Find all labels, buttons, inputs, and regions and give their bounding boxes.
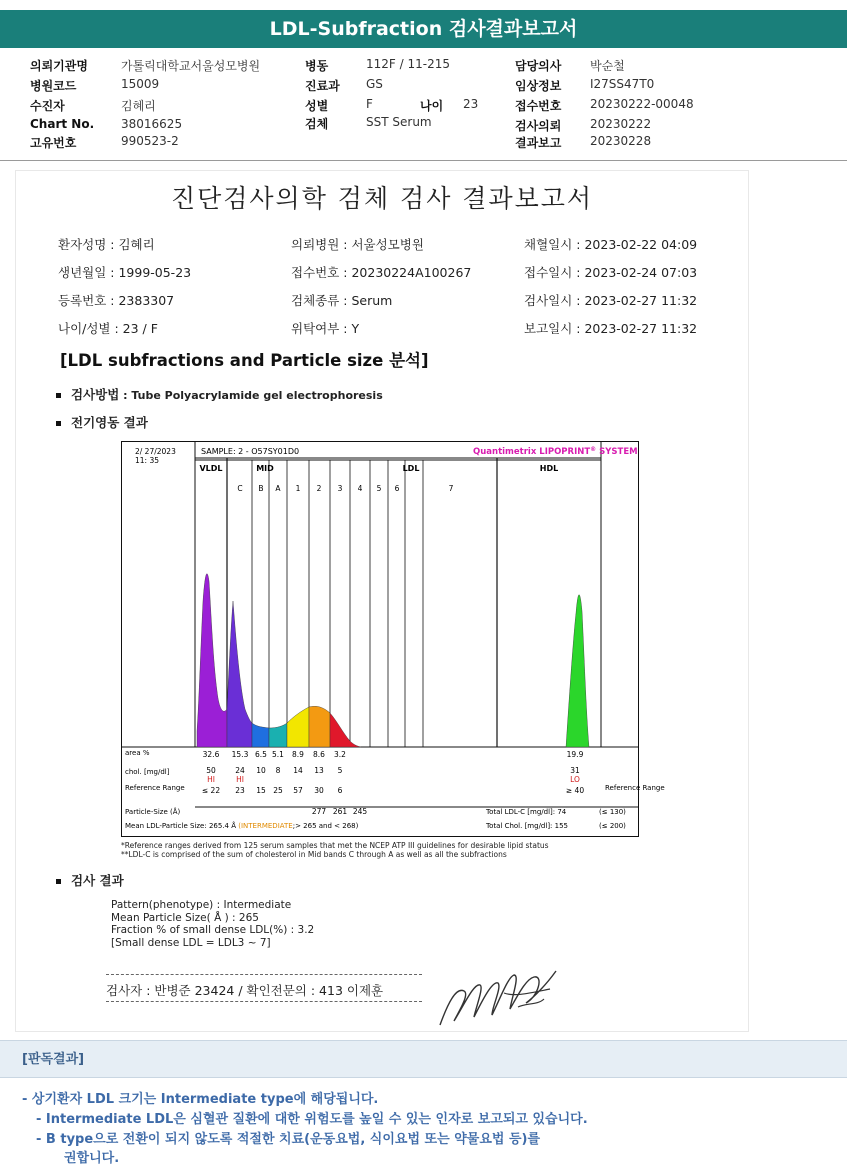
peak-ldl2	[309, 706, 330, 747]
band-label: 5	[376, 484, 382, 493]
band-label: 7	[448, 484, 454, 493]
band-label: 3	[337, 484, 343, 493]
chol-value: 5	[337, 766, 343, 775]
header-value: 23	[463, 97, 479, 111]
signature-image	[434, 963, 564, 1033]
header-label: 나이	[420, 99, 444, 113]
header-label: Chart No.	[30, 117, 95, 131]
section-title: [LDL subfractions and Particle size 분석]	[60, 351, 429, 370]
area-value: 8.9	[292, 750, 304, 759]
area-value: 32.6	[202, 750, 220, 759]
ref-label-right: Reference Range	[605, 784, 665, 792]
chart-sample: SAMPLE: 2 - O57SY01D0	[201, 447, 300, 456]
band-label: 1	[295, 484, 301, 493]
header-value: 김혜리	[121, 99, 156, 113]
chol-value: 10	[256, 766, 266, 775]
result-line: Pattern(phenotype) : Intermediate	[111, 899, 292, 911]
header-value: I27SS47T0	[590, 77, 655, 91]
receipt-number: 접수번호 : 20230224A100267	[291, 265, 472, 280]
chart-time: 11: 35	[135, 456, 159, 465]
flag-value: HI	[207, 775, 215, 784]
total-chol-label: Total Chol. [mg/dl]:	[486, 822, 553, 830]
band-label: C	[237, 484, 243, 493]
patient-name: 환자성명 : 김혜리	[58, 237, 155, 252]
chart-brand: Quantimetrix LIPOPRINT® SYSTEM	[473, 446, 638, 457]
signature-divider	[106, 974, 422, 975]
header-value: 20230222-00048	[590, 97, 694, 111]
header-label: 병원코드	[30, 79, 77, 93]
ref-value: 57	[293, 786, 303, 795]
band-label: 2	[316, 484, 322, 493]
header-value: F	[366, 97, 373, 111]
total-chol-value: 155	[554, 822, 569, 830]
particle-size-value: 245	[352, 807, 368, 816]
report-title: 진단검사의학 검체 검사 결과보고서	[170, 184, 594, 213]
result-details	[111, 899, 314, 949]
header-label: 임상정보	[515, 79, 562, 93]
mean-size-value: 265.4 Å	[208, 822, 237, 830]
group-label: LDL	[402, 464, 420, 473]
particle-size-value: 277	[311, 807, 327, 816]
chol-value: 14	[293, 766, 303, 775]
header-value: GS	[366, 77, 383, 91]
total-ldl-ref: (≤ 130)	[599, 808, 626, 816]
electrophoresis-heading	[56, 413, 148, 431]
footnote-line: *Reference ranges derived from 125 serum samples that met the NCEP ATP III guidelines for desirable lipid status	[121, 841, 549, 850]
header-value: 990523-2	[121, 134, 179, 148]
header-value: 38016625	[121, 117, 183, 131]
outsourced-flag: 위탁여부 : Y	[291, 321, 360, 336]
electrophoresis-label: 전기영동 결과	[71, 415, 148, 430]
header-label: 수진자	[30, 99, 65, 113]
result-label: 검사 결과	[71, 873, 124, 888]
mean-size-class: (INTERMEDIATE	[238, 822, 293, 830]
header-value: 20230228	[590, 134, 652, 148]
group-label: VLDL	[199, 464, 223, 473]
chart-date: 2/ 27/2023	[135, 447, 176, 456]
band-label: B	[258, 484, 264, 493]
mean-size-range: ;> 265 and < 268)	[292, 822, 359, 830]
header-value: 가톨릭대학교서울성모병원	[121, 59, 261, 73]
header-label: 고유번호	[30, 136, 77, 150]
specimen-type: 검체종류 : Serum	[291, 293, 393, 308]
ref-value: 25	[273, 786, 283, 795]
header-label: 성별	[305, 99, 329, 113]
header-label: 접수번호	[515, 99, 562, 113]
report-sheet	[15, 170, 749, 1032]
document-title: LDL-Subfraction 검사결과보고서	[0, 10, 847, 48]
chol-value: 8	[275, 766, 281, 775]
ref-value: 6	[337, 786, 343, 795]
header-label: 진료과	[305, 79, 340, 93]
area-label: area %	[125, 749, 150, 757]
result-heading	[56, 871, 124, 889]
band-label: A	[275, 484, 281, 493]
total-ldl	[485, 808, 567, 816]
area-value: 6.5	[255, 750, 267, 759]
header-value: 박순철	[590, 59, 625, 73]
header-value: 112F / 11-215	[366, 57, 450, 71]
judgement-line: - Intermediate LDL은 심혈관 질환에 대한 위험도를 높일 수 있는 인자로 보고되고 있습니다.	[36, 1112, 588, 1127]
report-time: 보고일시 : 2023-02-27 11:32	[524, 321, 698, 336]
header-label: 의뢰기관명	[30, 59, 88, 73]
brand-name: Quantimetrix LIPOPRINT	[473, 447, 591, 457]
ref-value: 23	[235, 786, 245, 795]
mean-size-row	[125, 821, 359, 830]
header-label: 검사의뢰	[515, 119, 562, 133]
receipt-time: 접수일시 : 2023-02-24 07:03	[524, 265, 698, 280]
total-chol	[485, 822, 568, 830]
total-ldl-value: 74	[557, 808, 567, 816]
ref-value: ≥ 40	[565, 786, 585, 795]
total-chol-ref: (≤ 200)	[599, 822, 626, 830]
chol-label: chol. [mg/dl]	[125, 768, 170, 776]
area-value: 19.9	[566, 750, 584, 759]
judgement-line: - B type으로 전환이 되지 않도록 적절한 치료(운동요법, 식이요법 또는 약물요법 등)를	[36, 1132, 541, 1147]
ref-value: ≤ 22	[201, 786, 221, 795]
band-label: 4	[357, 484, 363, 493]
result-line: Mean Particle Size( Å ) : 265	[111, 911, 259, 924]
method-value: : Tube Polyacrylamide gel electrophoresis	[119, 389, 383, 402]
total-ldl-label: Total LDL-C [mg/dl]:	[486, 808, 556, 816]
flag-value: LO	[570, 775, 580, 784]
area-value: 5.1	[272, 750, 284, 759]
method-row	[56, 385, 383, 403]
birth-date: 생년월일 : 1999-05-23	[58, 265, 192, 280]
header-label: 결과보고	[515, 136, 562, 150]
header-label: 담당의사	[515, 59, 562, 73]
header-value: 15009	[121, 77, 160, 91]
bullet-icon	[56, 879, 61, 884]
mean-size-label: Mean LDL-Particle Size:	[125, 822, 207, 830]
area-value: 3.2	[334, 750, 346, 759]
judgement-title: [판독결과]	[22, 1052, 85, 1067]
bullet-icon	[56, 393, 61, 398]
band-label: 6	[394, 484, 400, 493]
chol-value: 50	[206, 766, 216, 775]
requesting-hospital: 의뢰병원 : 서울성모병원	[291, 237, 424, 252]
age-sex: 나이/성별 : 23 / F	[58, 321, 158, 336]
brand-suffix: SYSTEM	[596, 447, 638, 457]
lipoprint-chart	[121, 441, 665, 837]
chart-frame	[122, 442, 639, 837]
chol-value: 31	[570, 766, 580, 775]
test-time: 검사일시 : 2023-02-27 11:32	[524, 293, 698, 308]
method-label: 검사방법	[71, 387, 120, 402]
bullet-icon	[56, 421, 61, 426]
footnote-line: **LDL-C is comprised of the sum of cholesterol in Mid bands C through A as well as all the subfractions	[121, 850, 507, 859]
group-label: HDL	[539, 464, 559, 473]
chol-value: 24	[235, 766, 245, 775]
header-label: 병동	[305, 59, 329, 73]
ref-value: 30	[314, 786, 324, 795]
collection-time: 채혈일시 : 2023-02-22 04:09	[524, 237, 698, 252]
area-value: 15.3	[231, 750, 249, 759]
registration-number: 등록번호 : 2383307	[58, 293, 175, 308]
judgement-line: 권합니다.	[64, 1151, 120, 1166]
chol-value: 13	[314, 766, 324, 775]
header-value: 20230222	[590, 117, 652, 131]
particle-size-value: 261	[332, 807, 348, 816]
judgement-header-bar	[0, 1040, 847, 1078]
chart-footnote	[121, 841, 549, 859]
judgement-line: - 상기환자 LDL 크기는 Intermediate type에 해당됩니다.	[22, 1092, 379, 1107]
ref-value: 15	[256, 786, 266, 795]
inspector-line: 검사자 : 반병준 23424 / 확인전문의 : 413 이제훈	[106, 983, 384, 998]
particle-size-label: Particle-Size (Å)	[125, 808, 181, 816]
signature-divider	[106, 1001, 422, 1002]
header-value: SST Serum	[366, 115, 432, 129]
result-line: [Small dense LDL = LDL3 ~ 7]	[111, 936, 271, 949]
header-label: 검체	[305, 117, 329, 131]
area-value: 8.6	[313, 750, 325, 759]
header-divider	[0, 160, 847, 161]
ref-label-left: Reference Range	[125, 784, 185, 792]
group-label: MID	[256, 464, 274, 473]
result-line: Fraction % of small dense LDL(%) : 3.2	[111, 924, 315, 936]
flag-value: HI	[236, 775, 244, 784]
